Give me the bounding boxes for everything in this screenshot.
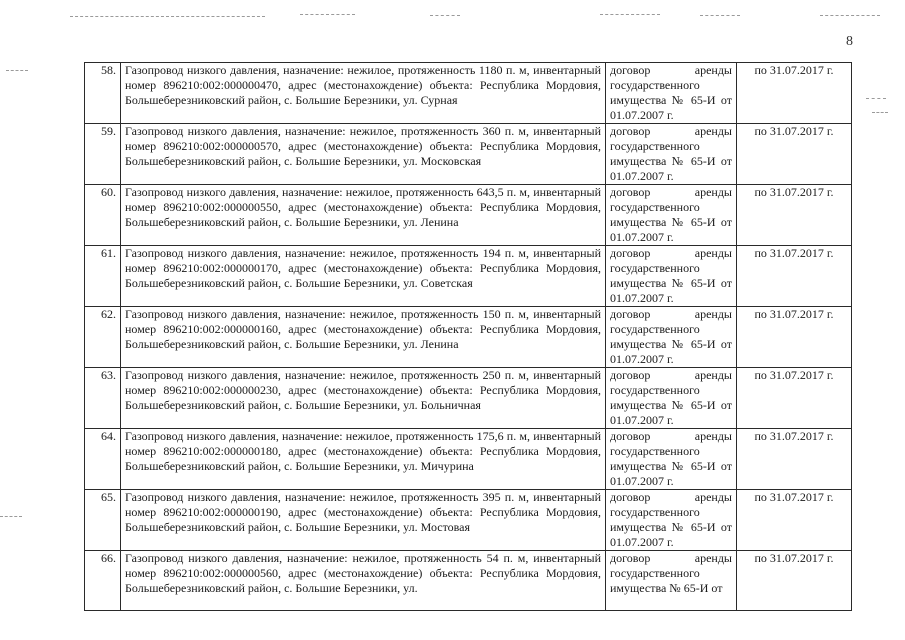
scan-artifact [70, 16, 265, 17]
page-bottom-margin [0, 617, 905, 640]
legal-basis: договор аренды государственного имущества № 65-И от 01.07.2007 г. [606, 63, 737, 124]
legal-basis: договор аренды государственного имущества № 65-И от 01.07.2007 г. [606, 368, 737, 429]
scan-artifact [300, 14, 355, 15]
scan-artifact [0, 516, 22, 517]
term: по 31.07.2017 г. [737, 551, 852, 611]
term: по 31.07.2017 г. [737, 307, 852, 368]
object-description: Газопровод низкого давления, назначение: нежилое, протяженность 150 п. м, инвентарный номер 896210:002:000000160, адрес (местонахождение) объекта: Республика Мордовия, Большеберезниковский район, с. Большие Березники, ул. Ленина [121, 307, 606, 368]
row-number: 64. [85, 429, 121, 490]
row-number: 61. [85, 246, 121, 307]
object-description: Газопровод низкого давления, назначение: нежилое, протяженность 54 п. м, инвентарный номер 896210:002:000000560, адрес (местонахождение) объекта: Республика Мордовия, Большеберезниковский район, с. Большие Березники, ул. [121, 551, 606, 611]
scan-artifact [700, 15, 740, 16]
scan-artifact [872, 112, 888, 113]
table-row [85, 124, 852, 185]
table-row [85, 551, 852, 611]
row-number: 63. [85, 368, 121, 429]
term: по 31.07.2017 г. [737, 246, 852, 307]
legal-basis: договор аренды государственного имущества № 65-И от 01.07.2007 г. [606, 185, 737, 246]
table-row [85, 185, 852, 246]
table-row [85, 246, 852, 307]
term: по 31.07.2017 г. [737, 368, 852, 429]
row-number: 60. [85, 185, 121, 246]
legal-basis: договор аренды государственного имущества № 65-И от 01.07.2007 г. [606, 307, 737, 368]
term: по 31.07.2017 г. [737, 185, 852, 246]
object-description: Газопровод низкого давления, назначение: нежилое, протяженность 395 п. м, инвентарный номер 896210:002:000000190, адрес (местонахождение) объекта: Республика Мордовия, Большеберезниковский район, с. Большие Березники, ул. Мостовая [121, 490, 606, 551]
term: по 31.07.2017 г. [737, 429, 852, 490]
row-number: 66. [85, 551, 121, 611]
table-row [85, 429, 852, 490]
legal-basis: договор аренды государственного имущества № 65-И от 01.07.2007 г. [606, 490, 737, 551]
object-description: Газопровод низкого давления, назначение: нежилое, протяженность 360 п. м, инвентарный номер 896210:002:000000570, адрес (местонахождение) объекта: Республика Мордовия, Большеберезниковский район, с. Большие Березники, ул. Московская [121, 124, 606, 185]
object-description: Газопровод низкого давления, назначение: нежилое, протяженность 175,6 п. м, инвентарный номер 896210:002:000000180, адрес (местонахождение) объекта: Республика Мордовия, Большеберезниковский район, с. Большие Березники, ул. Мичурина [121, 429, 606, 490]
scan-artifact [866, 98, 886, 99]
legal-basis: договор аренды государственного имущества № 65-И от [606, 551, 737, 611]
object-description: Газопровод низкого давления, назначение: нежилое, протяженность 643,5 п. м, инвентарный номер 896210:002:000000550, адрес (местонахождение) объекта: Республика Мордовия, Большеберезниковский район, с. Большие Березники, ул. Ленина [121, 185, 606, 246]
property-table [84, 62, 852, 611]
object-description: Газопровод низкого давления, назначение: нежилое, протяженность 250 п. м, инвентарный номер 896210:002:000000230, адрес (местонахождение) объекта: Республика Мордовия, Большеберезниковский район, с. Большие Березники, ул. Больничная [121, 368, 606, 429]
scan-artifact [430, 15, 460, 16]
term: по 31.07.2017 г. [737, 490, 852, 551]
term: по 31.07.2017 г. [737, 63, 852, 124]
table-row [85, 63, 852, 124]
scan-artifact [6, 70, 28, 71]
row-number: 59. [85, 124, 121, 185]
object-description: Газопровод низкого давления, назначение: нежилое, протяженность 194 п. м, инвентарный номер 896210:002:000000170, адрес (местонахождение) объекта: Республика Мордовия, Большеберезниковский район, с. Большие Березники, ул. Советская [121, 246, 606, 307]
row-number: 58. [85, 63, 121, 124]
legal-basis: договор аренды государственного имущества № 65-И от 01.07.2007 г. [606, 124, 737, 185]
object-description: Газопровод низкого давления, назначение: нежилое, протяженность 1180 п. м, инвентарный номер 896210:002:000000470, адрес (местонахождение) объекта: Республика Мордовия, Большеберезниковский район, с. Большие Березники, ул. Сурная [121, 63, 606, 124]
term: по 31.07.2017 г. [737, 124, 852, 185]
row-number: 65. [85, 490, 121, 551]
legal-basis: договор аренды государственного имущества № 65-И от 01.07.2007 г. [606, 246, 737, 307]
table-row [85, 368, 852, 429]
legal-basis: договор аренды государственного имущества № 65-И от 01.07.2007 г. [606, 429, 737, 490]
row-number: 62. [85, 307, 121, 368]
scan-artifact [820, 15, 880, 16]
page-number: 8 [846, 34, 854, 49]
table-row [85, 490, 852, 551]
table-row [85, 307, 852, 368]
scan-artifact [600, 14, 660, 15]
